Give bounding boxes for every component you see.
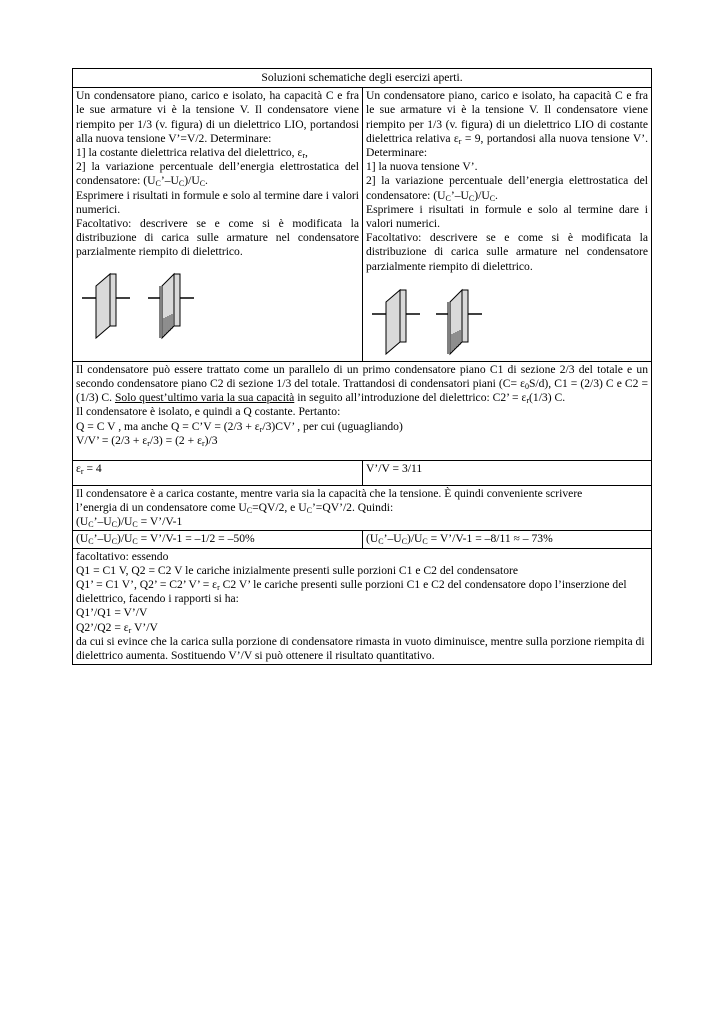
result1-row	[73, 460, 652, 485]
page-title: Soluzioni schematiche degli esercizi aperti.	[73, 69, 652, 88]
right-problem-note: Esprimere i risultati in formule e solo al termine dare i valori numerici.	[366, 202, 648, 231]
solution1-p4: V/V’ = $(2/3 + \varepsilon_r/3) = (2 + \varepsilon_r)/3$	[76, 433, 218, 448]
optional-cell	[73, 548, 652, 665]
right-problem	[363, 88, 652, 362]
optional-l1: facoltativo: essendo	[76, 549, 169, 563]
optional-l4: Q1’/Q1 = V’/V	[76, 606, 148, 620]
right-problem-q1: 1] la nuova tensione V’.	[366, 160, 478, 174]
solution2-p3: $(U_C’-U_C)/U_C$ = V’/V-1	[76, 515, 183, 530]
title-row	[73, 69, 652, 88]
empty-capacitor-diagram	[82, 274, 130, 338]
solution2-p1: Il condensatore è a carica costante, mentre varia sia la capacità che la tensione. È quindi conveniente scrivere	[76, 486, 583, 500]
solutions-document	[72, 68, 651, 665]
solution1-p2: Il condensatore è isolato, e quindi a Q costante. Pertanto:	[76, 405, 341, 419]
right-problem-optional: Facoltativo: descrivere se e come si è modificata la distribuzione di carica sulle armature nel condensatore parzialmente riempito di dielettrico.	[366, 231, 648, 273]
right-problem-intro: Un condensatore piano, carico e isolato, ha capacità C e fra le sue armature vi è la tensione V. Il condensatore viene riempito per 1/3 (v. figura) di un dielettrico LIO di costante dielettrica relativa $\varepsilon_r = 9$, portandosi alla nuova tensione V’. Determinare:	[366, 89, 648, 160]
result2-row	[73, 531, 652, 548]
problems-row	[73, 88, 652, 362]
filled-capacitor-diagram	[148, 274, 194, 338]
solution1-p1: Il condensatore può essere trattato come un parallelo di un primo condensatore piano C1 di sezione 2/3 del totale e un secondo condensatore piano C2 di sezione 1/3 del totale. Trattandosi di condensatori piani $(C= \varepsilon_0S/d)$, C1 = (2/3) C e C2 = (1/3) C. Solo quest’ultimo varia la sua capacità in seguito all’introduzione del dielettrico: C2’ = $\varepsilon_r(1/3)$ C.	[76, 362, 648, 406]
result1-right: V’/V = 3/11	[363, 460, 652, 485]
capacitor-figure-right	[370, 280, 510, 360]
left-problem-optional: Facoltativo: descrivere se e come si è modificata la distribuzione di carica sulle armature nel condensatore parzialmente riempito di dielettrico.	[76, 217, 359, 259]
solution2-cell	[73, 485, 652, 531]
left-problem-note: Esprimere i risultati in formule e solo al termine dare i valori numerici.	[76, 188, 359, 216]
solution1-p3: Q = C V , ma anche Q = C’V = $(2/3 + \varepsilon_r/3)CV$’ , per cui (uguagliando)	[76, 419, 403, 434]
result2-left: $(U_C’-U_C)/U_C$ = V’/V-1 = –1/2 = –50%	[73, 531, 363, 548]
solution2-p2: l’energia di un condensatore come $U_C=QV/2$, e $U_C’=QV’/2$. Quindi:	[76, 501, 394, 516]
optional-l2: Q1 = C1 V, Q2 = C2 V le cariche inizialmente presenti sulle porzioni C1 e C2 del condensatore	[76, 563, 519, 577]
left-problem-intro: Un condensatore piano, carico e isolato, ha capacità C e fra le sue armature vi è la tensione V. Il condensatore viene riempito per 1/3 (v. figura) di un dielettrico LIO, portandosi alla nuova tensione V’=V/2. Determinare:	[76, 89, 359, 145]
result1-left: $\varepsilon_r = 4$	[73, 460, 363, 485]
solution1-row	[73, 361, 652, 460]
left-problem	[73, 88, 363, 362]
optional-l6: da cui si evince che la carica sulla porzione di condensatore rimasta in vuoto diminuisce, mentre sulla porzione riempita di dielettrico aumenta. Sostituendo V’/V si può ottenere il risultato quantitativo.	[76, 634, 645, 663]
optional-l3: Q1’ = C1 V’, Q2’ = C2’ V’ = $\varepsilon_r$ C2 V’ le cariche presenti sulle porzioni C1 e C2 del condensatore dopo l’inserzione del dielettrico, facendo i rapporti si ha:	[76, 578, 627, 606]
empty-capacitor-diagram	[372, 290, 420, 354]
left-problem-q1: 1] la costante dielettrica relativa del dielettrico, $\varepsilon_r$,	[76, 146, 308, 161]
solution1-cell	[73, 361, 652, 460]
result2-right: $(U_C’-U_C)/U_C$ = V’/V-1 = –8/11 ≈ – 73%	[363, 531, 652, 548]
capacitor-figure-left	[76, 266, 216, 344]
solutions-table	[72, 68, 652, 665]
optional-l5: Q2’/Q2 = $\varepsilon_r$ V’/V	[76, 620, 158, 635]
right-problem-q2: 2] la variazione percentuale dell’energia elettrostatica del condensatore: $(U_C’-U_C)/U_C$.	[366, 174, 648, 203]
optional-row	[73, 548, 652, 665]
filled-capacitor-diagram	[436, 290, 482, 354]
left-problem-q2: 2] la variazione percentuale dell’energia elettrostatica del condensatore: $(U_C’-U_C)/U_C$.	[76, 160, 359, 189]
solution2-row	[73, 485, 652, 531]
